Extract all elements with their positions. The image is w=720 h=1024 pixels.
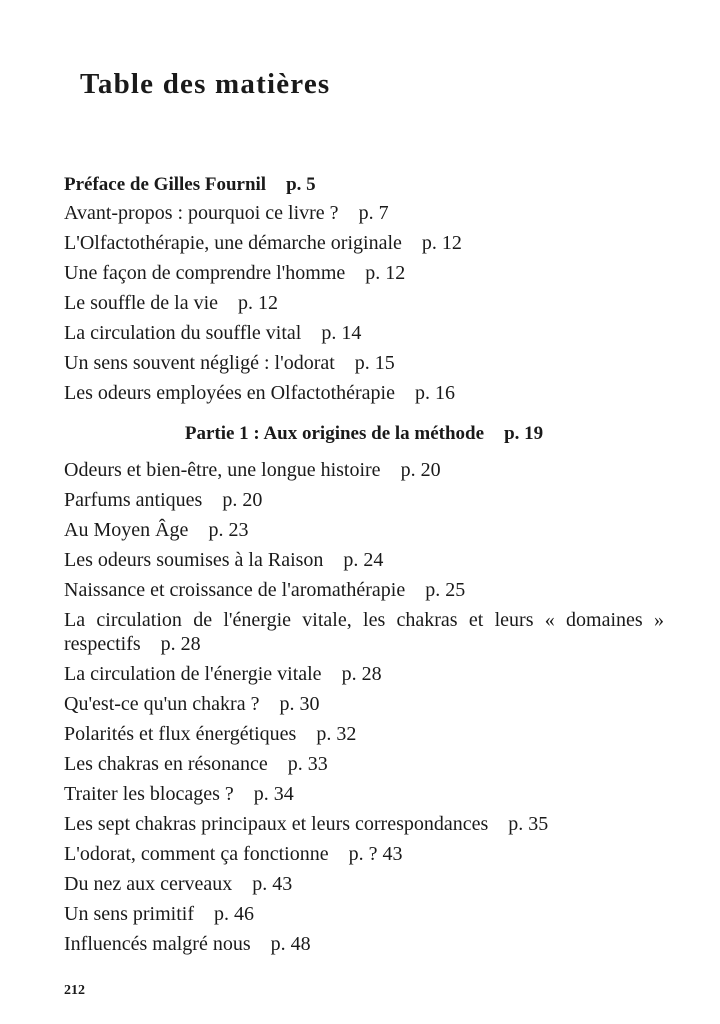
- toc-entry: [64, 605, 664, 659]
- toc-entry-page: p. ? 43: [348, 843, 403, 865]
- toc-entry-title: Polarités et flux énergétiques: [64, 723, 297, 745]
- toc-entry: [64, 899, 664, 929]
- toc-entry: [64, 485, 664, 515]
- toc-entry-page: p. 7: [358, 202, 389, 224]
- toc-entry-page: p. 15: [354, 352, 395, 374]
- toc-entry-title: Les chakras en résonance: [64, 753, 268, 775]
- toc-entry-title: Avant-propos : pourquoi ce livre ?: [64, 202, 339, 224]
- toc-entry-page: p. 46: [214, 903, 254, 925]
- toc-entry-title: Les odeurs employées en Olfactothérapie: [64, 382, 395, 404]
- toc-entry: [64, 839, 664, 869]
- part-heading-page: p. 19: [504, 423, 544, 444]
- toc-entry-title: Un sens souvent négligé : l'odorat: [64, 352, 335, 374]
- toc-entry-title: Une façon de comprendre l'homme: [64, 262, 346, 284]
- toc-entry-title: Les sept chakras principaux et leurs correspondances: [64, 813, 489, 835]
- toc-entry: [64, 719, 664, 749]
- toc-entry-title: Les odeurs soumises à la Raison: [64, 549, 324, 571]
- toc-entry: [64, 378, 664, 408]
- toc-entry-page: p. 20: [400, 459, 441, 481]
- toc-entry: [64, 455, 664, 485]
- toc-entry-page: p. 28: [160, 633, 201, 655]
- toc-entry-page: p. 33: [287, 753, 328, 775]
- toc-entry: [64, 689, 664, 719]
- toc-entry-title: Un sens primitif: [64, 903, 194, 925]
- page-number: 212: [64, 983, 85, 998]
- toc-entry: [64, 348, 664, 378]
- toc-entry-page: p. 25: [425, 579, 466, 601]
- toc-entry-page: p. 35: [508, 813, 549, 835]
- toc-entry-title: Odeurs et bien-être, une longue histoire: [64, 459, 381, 481]
- toc-entry-page: p. 24: [343, 549, 384, 571]
- toc-entry: [64, 929, 664, 959]
- page-title: Table des matières: [80, 68, 331, 100]
- toc-entry: [64, 288, 664, 318]
- toc-entry: [64, 809, 664, 839]
- toc-entry: [64, 172, 664, 198]
- toc-entry-page: p. 48: [270, 933, 311, 955]
- part-heading: [64, 408, 664, 455]
- toc-entry-page: p. 12: [238, 292, 279, 314]
- toc-entry: [64, 749, 664, 779]
- toc-entry-title: Parfums antiques: [64, 489, 203, 511]
- toc-entry-page: p. 20: [222, 489, 263, 511]
- part-heading-title: Partie 1 : Aux origines de la méthode: [184, 423, 485, 444]
- toc-entry: [64, 779, 664, 809]
- toc-entry-page: p. 43: [252, 873, 293, 895]
- toc-entry-page: p. 5: [286, 174, 316, 195]
- toc-entry: [64, 869, 664, 899]
- toc-entry-title: Au Moyen Âge: [64, 519, 189, 541]
- toc-entry-title: L'Olfactothérapie, une démarche originale: [64, 232, 402, 254]
- toc-entry-title: Influencés malgré nous: [64, 933, 251, 955]
- toc-entry-page: p. 12: [365, 262, 406, 284]
- toc-entry: [64, 545, 664, 575]
- toc-entry-title: Traiter les blocages ?: [64, 783, 234, 805]
- toc-entry: [64, 318, 664, 348]
- toc-entry-page: p. 12: [421, 232, 462, 254]
- toc-entry-title: La circulation de l'énergie vitale, les chakras et leurs « domaines » respectifs: [64, 609, 664, 655]
- toc-entry-title: La circulation de l'énergie vitale: [64, 663, 322, 685]
- toc-entry: [64, 198, 664, 228]
- toc-entry: [64, 659, 664, 689]
- toc-entry: [64, 228, 664, 258]
- toc-entry-page: p. 16: [414, 382, 455, 404]
- toc-entry-page: p. 30: [279, 693, 320, 715]
- toc-entry-page: p. 14: [321, 322, 362, 344]
- toc-entry-page: p. 28: [341, 663, 382, 685]
- toc-entry: [64, 258, 664, 288]
- toc-entry-page: p. 32: [316, 723, 357, 745]
- toc-entry-title: Qu'est-ce qu'un chakra ?: [64, 693, 260, 715]
- toc-entry-title: Préface de Gilles Fournil: [64, 174, 267, 195]
- toc-entry-title: La circulation du souffle vital: [64, 322, 302, 344]
- table-of-contents: [64, 172, 664, 959]
- toc-entry-title: L'odorat, comment ça fonctionne: [64, 843, 329, 865]
- toc-entry-title: Du nez aux cerveaux: [64, 873, 233, 895]
- toc-entry-page: p. 34: [253, 783, 294, 805]
- toc-entry-title: Naissance et croissance de l'aromathérapie: [64, 579, 406, 601]
- toc-entry-title: Le souffle de la vie: [64, 292, 219, 314]
- toc-entry: [64, 515, 664, 545]
- toc-entry: [64, 575, 664, 605]
- toc-entry-page: p. 23: [208, 519, 249, 541]
